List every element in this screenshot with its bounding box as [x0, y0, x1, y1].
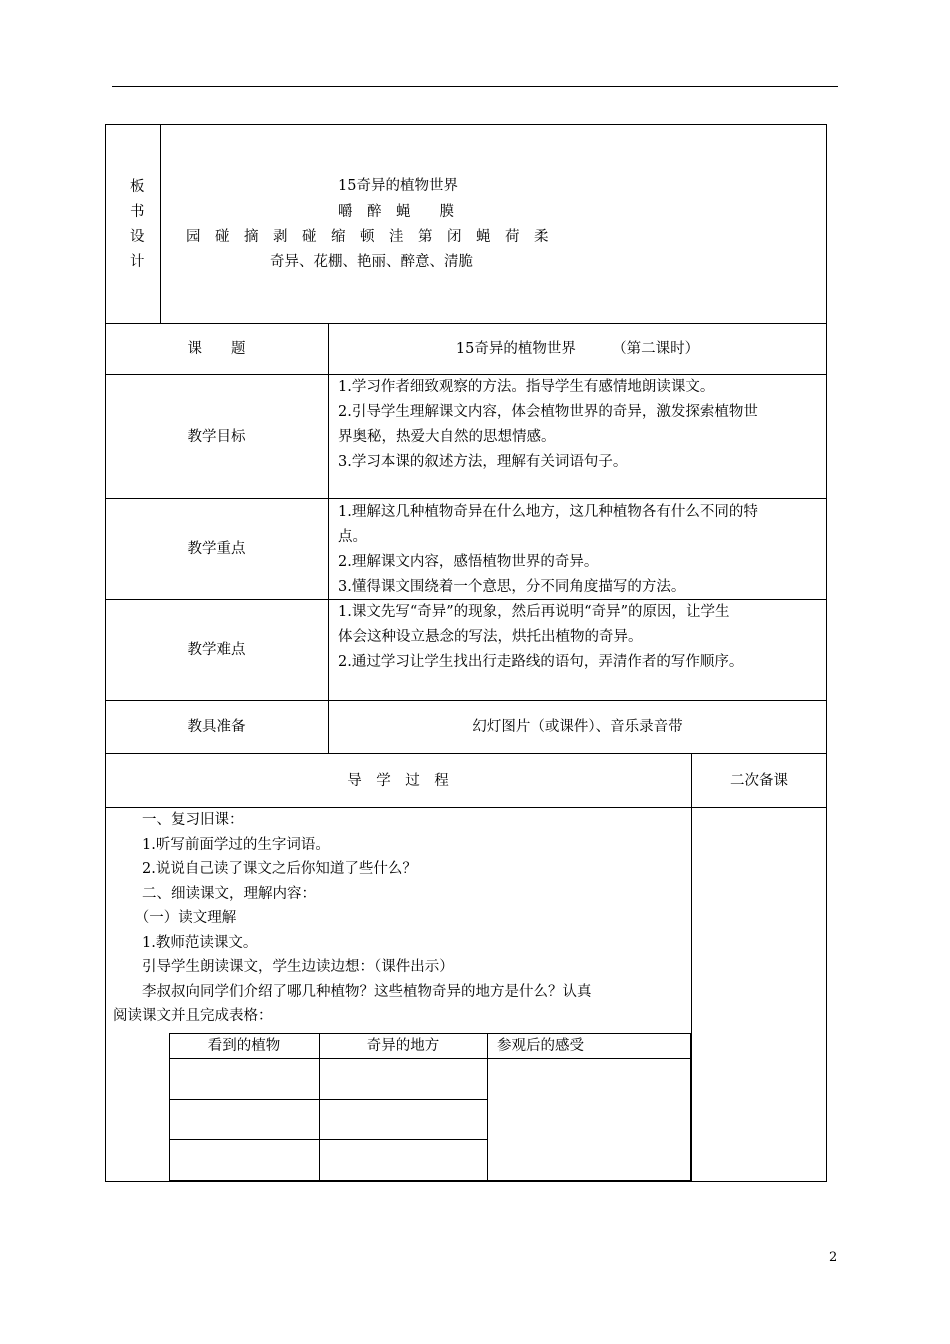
plants-table [169, 1033, 691, 1181]
process-line: 一、复习旧课： [113, 812, 244, 828]
key-points-text [338, 500, 758, 600]
difficulties-label: 教学难点 [187, 642, 246, 658]
board-label-char-3: 设 [130, 229, 145, 245]
plants-table-col-divider-1 [319, 1033, 320, 1180]
process-line: 2.说说自己读了课文之后你知道了些什么？ [113, 861, 417, 877]
board-label-divider [160, 124, 161, 323]
objective-line: 1.学习作者细致观察的方法。指导学生有感情地朗读课文。 [338, 379, 715, 395]
second-prep-header: 二次备课 [730, 773, 788, 789]
board-label-char-2: 书 [130, 204, 145, 220]
process-line: 1.教师范读课文。 [113, 934, 258, 951]
process-header: 导 学 过 程 [347, 773, 449, 789]
process-line: 阅读课文并且完成表格： [113, 1008, 273, 1024]
objective-line: 3.学习本课的叙述方法，理解有关词语句子。 [338, 454, 628, 470]
key-points-label: 教学重点 [187, 541, 246, 557]
board-line-4: 奇异、花棚、艳丽、醉意、清脆 [270, 254, 473, 270]
row-divider-2 [105, 498, 827, 499]
key-point-line: 2.理解课文内容，感悟植物世界的奇异。 [338, 554, 599, 570]
plants-table-row-divider-2 [169, 1139, 487, 1140]
board-line-3: 园 碰 摘 剥 碰 缩 顿 洼 第 闭 蝇 荷 柔 [186, 229, 549, 245]
process-line: （一）读文理解 [113, 910, 237, 926]
objective-line: 界奥秘，热爱大自然的思想情感。 [338, 429, 556, 445]
process-line: 1.听写前面学过的生字词语。 [113, 836, 330, 853]
process-line: 引导学生朗读课文，学生边读边想：（课件出示） [113, 959, 454, 975]
plants-table-header-wonder: 奇异的地方 [366, 1038, 440, 1054]
plants-table-row-divider-1 [169, 1099, 487, 1100]
key-point-line: 点。 [338, 529, 367, 545]
topic-label: 课 题 [187, 341, 246, 357]
plants-table-header-plant: 看到的植物 [207, 1038, 281, 1054]
process-side-divider [691, 753, 692, 1181]
difficulty-line: 体会这种设立悬念的写法，烘托出植物的奇异。 [338, 629, 643, 645]
page-number: 2 [829, 1250, 838, 1265]
board-design-box [105, 124, 827, 324]
difficulties-text [338, 600, 743, 675]
row-divider-4 [105, 700, 827, 701]
process-line: 二、细读课文，理解内容： [113, 885, 316, 902]
tools-value: 幻灯图片（或课件）、音乐录音带 [472, 719, 683, 735]
board-label-char-1: 板 [130, 179, 145, 195]
key-point-line: 3.懂得课文围绕着一个意思，分不同角度描写的方法。 [338, 579, 686, 595]
objectives-label: 教学目标 [187, 429, 246, 445]
objective-line: 2.引导学生理解课文内容，体会植物世界的奇异，激发探索植物世 [338, 404, 758, 420]
plants-table-header-feeling: 参观后的感受 [497, 1038, 584, 1054]
tools-label: 教具准备 [187, 719, 246, 735]
difficulty-line: 1.课文先写“奇异”的现象，然后再说明“奇异”的原因，让学生 [338, 604, 730, 620]
process-text [113, 808, 592, 1029]
plants-table-col-divider-2 [487, 1033, 488, 1180]
process-line: 李叔叔向同学们介绍了哪几种植物？这些植物奇异的地方是什么？认真 [113, 983, 592, 1000]
board-title: 15奇异的植物世界 [338, 178, 458, 194]
board-label-char-4: 计 [130, 254, 145, 270]
plants-table-header-divider [169, 1058, 691, 1059]
objectives-text [338, 375, 758, 475]
board-line-2: 嚼 醉 蝇 膜 [338, 204, 454, 220]
topic-value: 15奇异的植物世界 （第二课时） [455, 341, 700, 357]
difficulty-line: 2.通过学习让学生找出行走路线的语句，弄清作者的写作顺序。 [338, 654, 744, 670]
info-label-divider [328, 323, 329, 753]
key-point-line: 1.理解这几种植物奇异在什么地方，这几种植物各有什么不同的特 [338, 504, 758, 520]
header-rule [112, 86, 838, 87]
